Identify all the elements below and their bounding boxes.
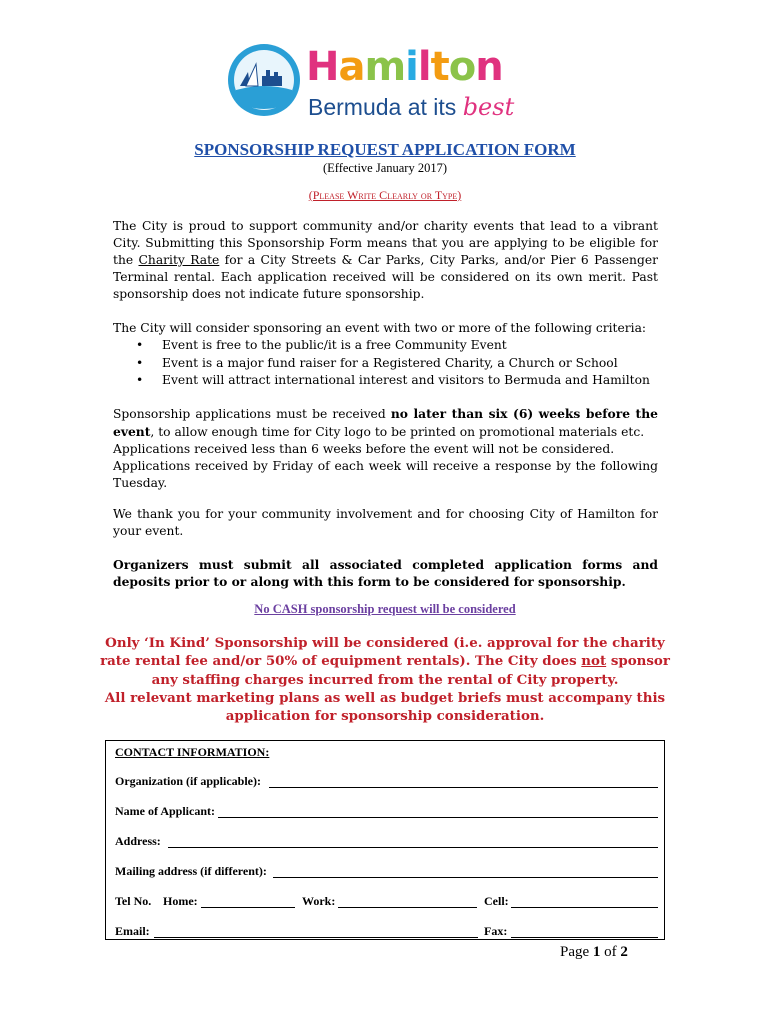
contact-heading: CONTACT INFORMATION:: [115, 745, 270, 759]
no-cash-notice: No CASH sponsorship request will be considered: [254, 602, 516, 616]
fax-label: Fax:: [484, 924, 508, 938]
contact-information-box: [105, 740, 665, 940]
instruction-note: (Please Write Clearly or Type): [308, 188, 462, 202]
in-kind-notice: Only ‘In Kind’ Sponsorship will be considered (i.e. approval for the charity rate rental fee and/or 50% of equipment rentals). The City does not sponsor any staffing charges incurred from the rental of City property. All relevant marketing plans as well as budget briefs must accompany this application for sponsorship consideration.: [100, 635, 670, 725]
home-phone-field[interactable]: [201, 907, 295, 908]
home-label: Home:: [163, 894, 198, 908]
organization-field[interactable]: [269, 787, 658, 788]
intro-paragraph: The City is proud to support community and/or charity events that lead to a vibrant City. Submitting this Sponsorship Form means that you are applying to be eligible for the Charity Rate for a City Streets & Car Parks, City Parks, and/or Pier 6 Passenger Terminal rental. Each application received will be considered on its own merit. Past sponsorship does not indicate future sponsorship.: [113, 219, 658, 301]
cell-label: Cell:: [484, 894, 509, 908]
list-item: • Event is a major fund raiser for a Registered Charity, a Church or School: [136, 355, 656, 373]
fax-field[interactable]: [511, 937, 658, 938]
applicant-label: Name of Applicant:: [115, 804, 215, 818]
tel-label: Tel No.: [115, 894, 152, 908]
effective-date: (Effective January 2017): [322, 161, 448, 175]
form-title: SPONSORSHIP REQUEST APPLICATION FORM: [194, 140, 576, 159]
list-item: • Event will attract international interest and visitors to Bermuda and Hamilton: [136, 372, 656, 390]
address-field[interactable]: [168, 847, 658, 848]
organization-label: Organization (if applicable):: [115, 774, 261, 788]
cell-phone-field[interactable]: [511, 907, 658, 908]
logo-letter: t: [430, 44, 449, 90]
thanks-paragraph: We thank you for your community involvement and for choosing City of Hamilton for your event.: [113, 507, 658, 538]
logo-letter: a: [338, 44, 365, 90]
deadline-emphasis: no later than six (6) weeks before the event: [113, 406, 658, 439]
bullet-icon: •: [136, 338, 144, 352]
bermuda-circle-icon: [226, 42, 302, 118]
charity-rate-link[interactable]: Charity Rate: [138, 253, 220, 267]
hamilton-logo: [226, 42, 526, 122]
mailing-address-label: Mailing address (if different):: [115, 864, 267, 878]
logo-wordmark: [306, 46, 503, 88]
logo-letter: i: [405, 44, 418, 90]
logo-letter: H: [306, 44, 339, 90]
logo-letter: n: [475, 44, 503, 90]
organizers-paragraph: Organizers must submit all associated completed application forms and deposits prior to or along with this form to be considered for sponsorship.: [113, 557, 658, 589]
email-label: Email:: [115, 924, 150, 938]
deadline-paragraph: Sponsorship applications must be received no later than six (6) weeks before the event, to allow enough time for City logo to be printed on promotional materials etc. Applications received less than 6 weeks before the event will not be considered. Applications received by Friday of each week will receive a response by the following Tuesday.: [113, 406, 658, 490]
logo-letter: o: [448, 44, 476, 90]
work-phone-field[interactable]: [338, 907, 477, 908]
list-item: • Event is free to the public/it is a free Community Event: [136, 337, 656, 355]
address-label: Address:: [115, 834, 161, 848]
logo-letter: l: [417, 44, 431, 90]
logo-tagline: Bermuda at its best: [308, 93, 515, 121]
email-field[interactable]: [154, 937, 478, 938]
not-emphasis: not: [581, 653, 607, 670]
bullet-icon: •: [136, 373, 144, 387]
page-number: Page 1 of 2: [560, 944, 628, 960]
mailing-address-field[interactable]: [273, 877, 658, 878]
applicant-name-field[interactable]: [218, 817, 658, 818]
work-label: Work:: [302, 894, 336, 908]
criteria-intro: The City will consider sponsoring an event with two or more of the following criteria:: [113, 321, 647, 335]
logo-tagline-best: best: [462, 93, 515, 121]
logo-letter: m: [364, 44, 406, 90]
bullet-icon: •: [136, 355, 144, 370]
criteria-list: [136, 337, 656, 390]
